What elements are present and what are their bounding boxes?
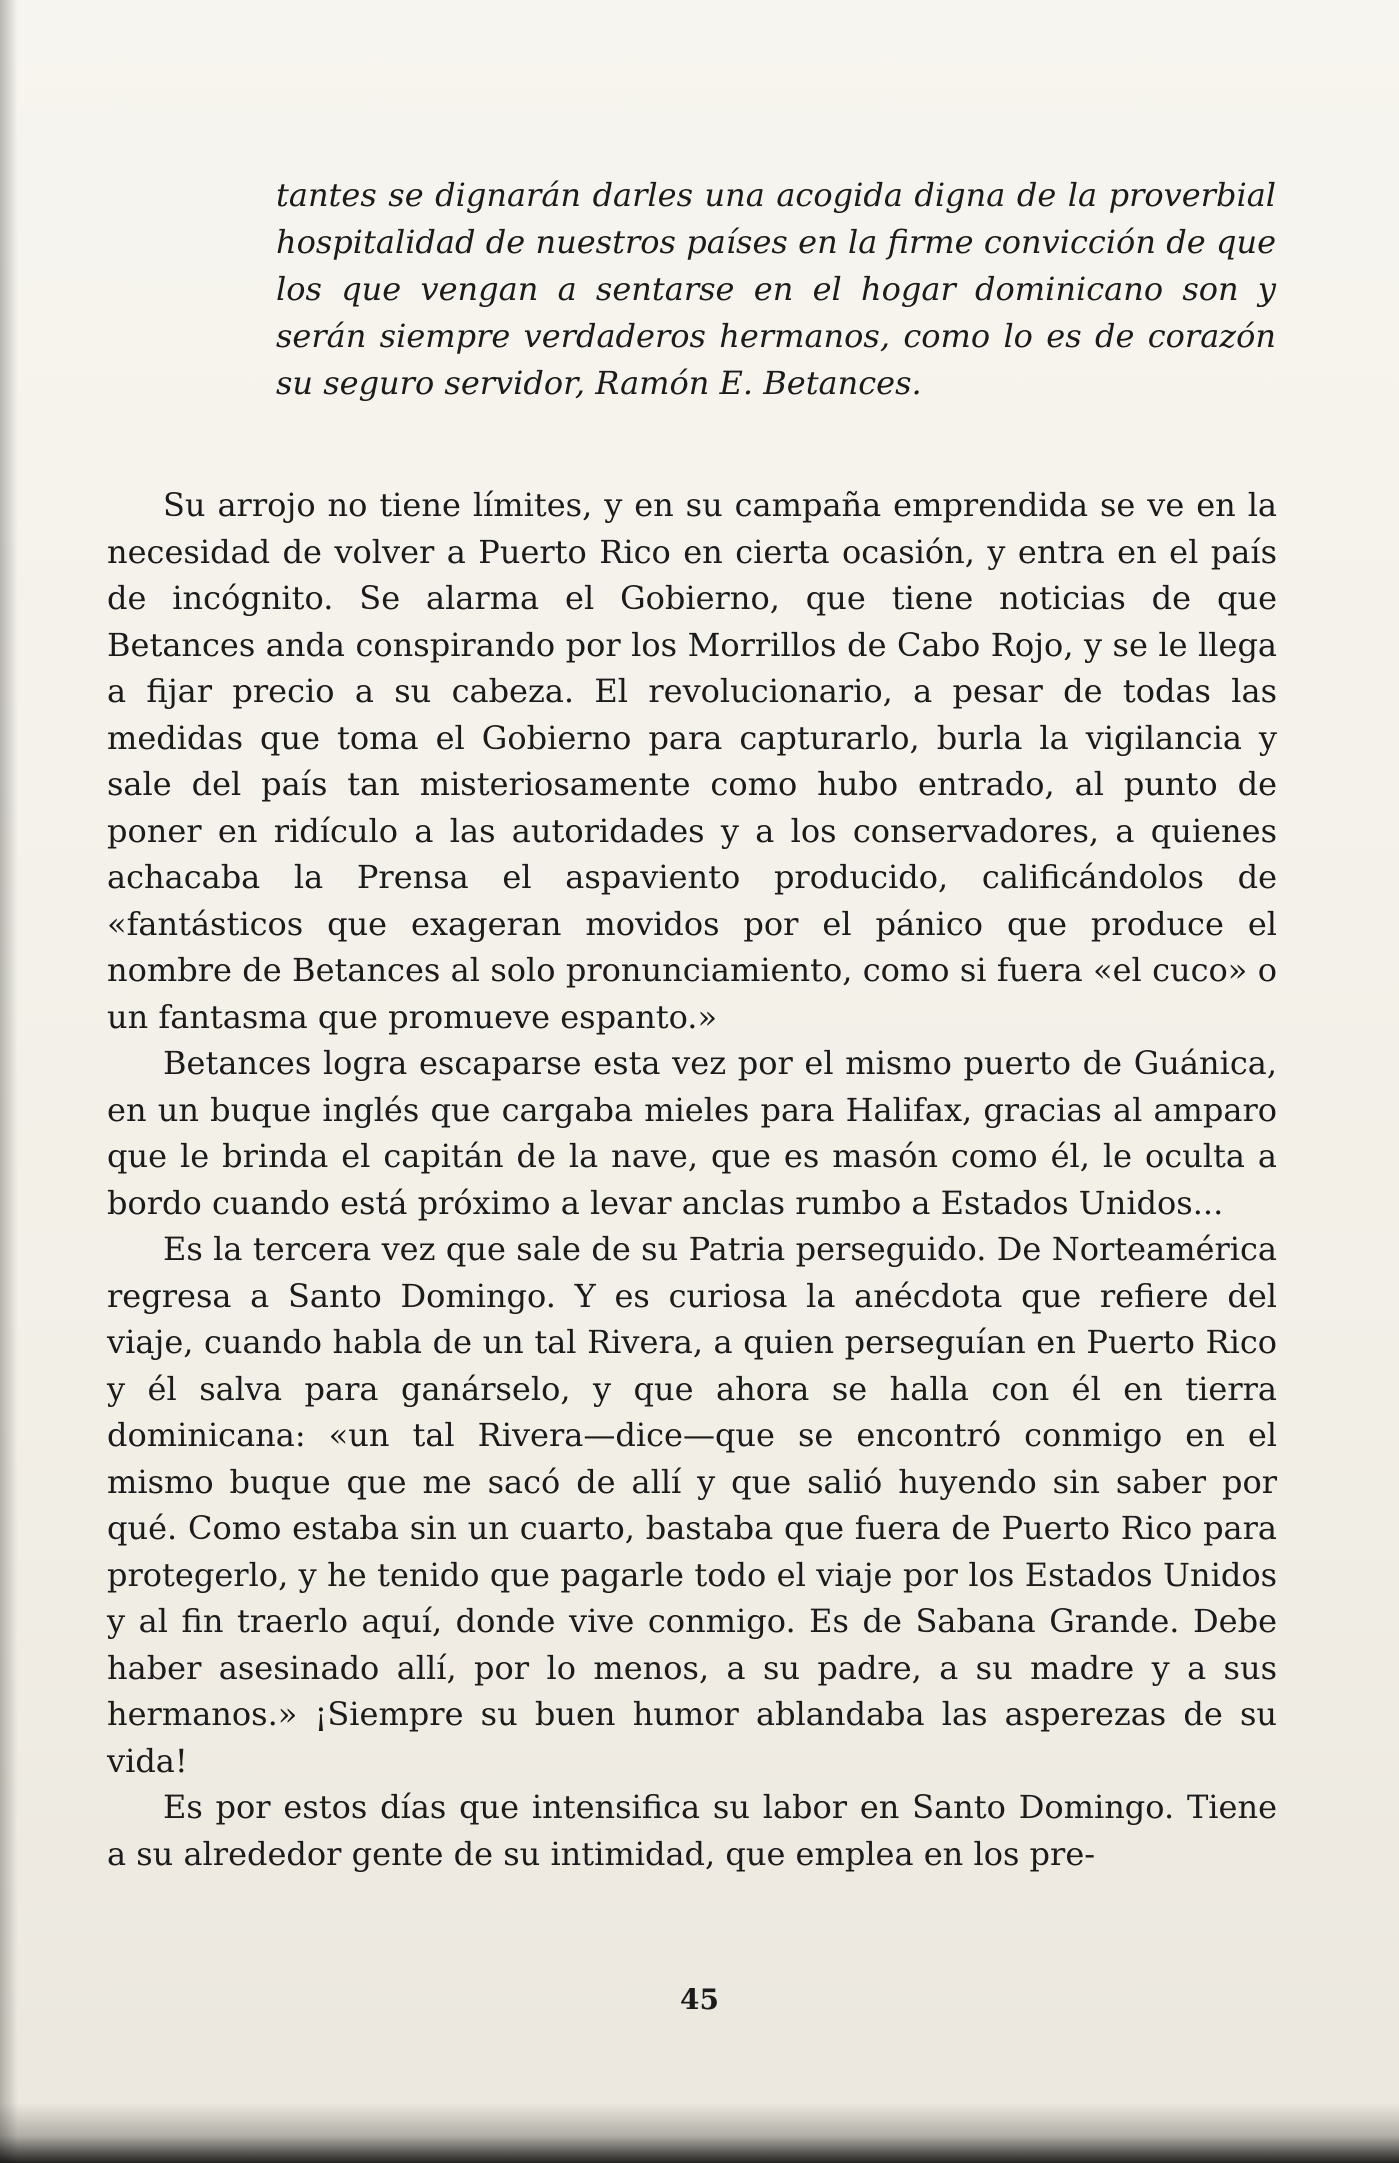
page-number: 45 bbox=[680, 1983, 719, 2016]
quote-paragraph: tantes se dignarán darles una acogida digna de la proverbial hospitalidad de nuestros países en la firme convicción de que los que vengan a sentarse en el hogar dominicano son y serán siempre verdaderos hermanos, como lo es de corazón su seguro servidor, Ramón E. Betances. bbox=[276, 176, 1276, 402]
body-text bbox=[107, 482, 1277, 1877]
scan-edge-shadow bbox=[0, 0, 18, 2163]
paragraph-1: Su arrojo no tiene límites, y en su campaña emprendida se ve en la necesidad de volver a Puerto Rico en cierta ocasión, y entra en el país de incógnito. Se alarma el Gobierno, que tiene noticias de que Betances anda conspirando por los Morrillos de Cabo Rojo, y se le llega a fijar precio a su cabeza. El revolucionario, a pesar de todas las medidas que toma el Gobierno para capturarlo, burla la vigilancia y sale del país tan misteriosamente como hubo entrado, al punto de poner en ridículo a las autoridades y a los conservadores, a quienes achacaba la Prensa el aspaviento producido, calificándolos de «fantásticos que exageran movidos por el pánico que produce el nombre de Betances al solo pronunciamiento, como si fuera «el cuco» o un fantasma que promueve espanto.» bbox=[107, 486, 1277, 1036]
italic-quote-block bbox=[276, 172, 1276, 407]
paragraph-2: Betances logra escaparse esta vez por el mismo puerto de Guánica, en un buque inglés que cargaba mieles para Halifax, gracias al amparo que le brinda el capitán de la nave, que es masón como él, le oculta a bordo cuando está próximo a levar anclas rumbo a Estados Unidos... bbox=[107, 1044, 1277, 1222]
scan-bottom-shadow bbox=[0, 2103, 1399, 2163]
paragraph-4: Es por estos días que intensifica su labor en Santo Domingo. Tiene a su alrededor gente de su intimidad, que emplea en los pre- bbox=[107, 1788, 1277, 1873]
paragraph-3: Es la tercera vez que sale de su Patria perseguido. De Norteamérica regresa a Santo Domingo. Y es curiosa la anécdota que refiere del viaje, cuando habla de un tal Rivera, a quien perseguían en Puerto Rico y él salva para ganárselo, y que ahora se halla con él en tierra dominicana: «un tal Rivera—dice—que se encontró conmigo en el mismo buque que me sacó de allí y que salió huyendo sin saber por qué. Como estaba sin un cuarto, bastaba que fuera de Puerto Rico para protegerlo, y he tenido que pagarle todo el viaje por los Estados Unidos y al fin traerlo aquí, donde vive conmigo. Es de Sabana Grande. Debe haber asesinado allí, por lo menos, a su padre, a su madre y a sus hermanos.» ¡Siempre su buen humor ablandaba las asperezas de su vida! bbox=[107, 1230, 1277, 1780]
